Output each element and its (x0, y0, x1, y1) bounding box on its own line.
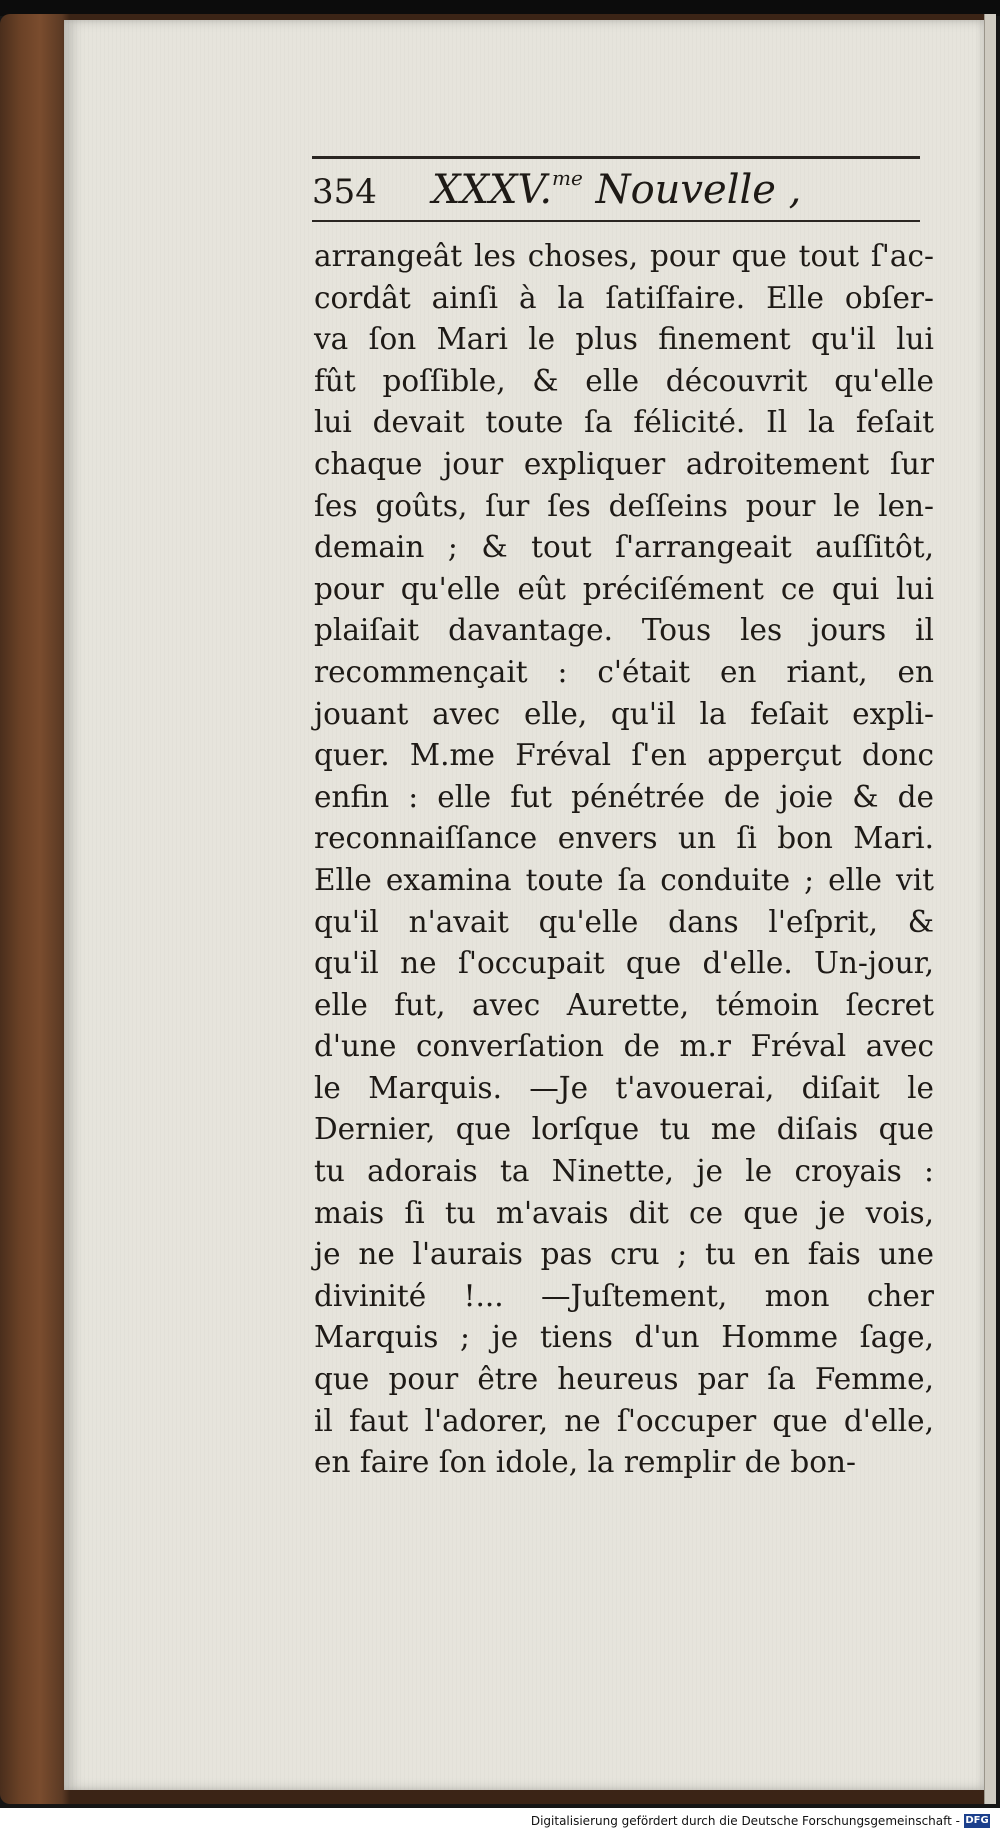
text-line: quer. M.me Fréval ſ'en apperçut donc (314, 738, 934, 773)
chapter-title (432, 166, 801, 213)
chapter-title-main: XXXV. (432, 167, 553, 213)
text-line: demain ; & tout ſ'arrangeait auſſitôt, (314, 530, 934, 565)
text-line: plaiſait davantage. Tous les jours il (314, 613, 934, 648)
page-edge (984, 14, 996, 1804)
text-line: Marquis ; je tiens d'un Homme ſage, (314, 1320, 934, 1355)
text-line: cordât ainſi à la ſatiſfaire. Elle obſer- (314, 280, 934, 315)
text-line: que pour être heureus par ſa Femme, (314, 1362, 934, 1397)
header-rule-top (312, 156, 920, 159)
text-line: mais ſi tu m'avais dit ce que je vois, (314, 1195, 934, 1230)
text-line: recommençait : c'était en riant, en (314, 654, 934, 689)
text-line: lui devait toute ſa félicité. Il la feſait (314, 405, 934, 440)
text-line: reconnaiſſance envers un ſi bon Mari. (314, 821, 934, 856)
running-head (312, 166, 920, 218)
text-line: fût poſſible, & elle découvrit qu'elle (314, 363, 934, 398)
text-line: il faut l'adorer, ne ſ'occuper que d'elle, (314, 1403, 934, 1438)
text-line: Dernier, que lorſque tu me diſais que (314, 1112, 934, 1147)
text-line: jouant avec elle, qu'il la feſait expli- (314, 696, 934, 731)
text-line: va ſon Mari le plus finement qu'il lui (314, 322, 934, 357)
text-line: je ne l'aurais pas cru ; tu en fais une (314, 1237, 934, 1272)
text-line: elle fut, avec Aurette, témoin ſecret (314, 987, 934, 1022)
text-line: chaque jour expliquer adroitement ſur (314, 446, 934, 481)
text-line: d'une converſation de m.r Fréval avec (314, 1029, 934, 1064)
text-line: qu'il n'avait qu'elle dans l'eſprit, & (314, 904, 934, 939)
text-line: tu adorais ta Ninette, je le croyais : (314, 1154, 934, 1189)
body-text (314, 236, 934, 1484)
chapter-title-rest: Nouvelle , (595, 167, 802, 213)
text-line: pour qu'elle eût préciſément ce qui lui (314, 571, 934, 606)
page-number: 354 (312, 172, 377, 212)
chapter-title-superscript: me (552, 166, 583, 190)
digitization-footer (0, 1808, 1000, 1835)
text-line: enfin : elle fut pénétrée de joie & de (314, 779, 934, 814)
funding-credit: Digitalisierung gefördert durch die Deutsche Forschungsgemeinschaft - (530, 1814, 960, 1828)
text-line: en faire ſon idole, la remplir de bon- (314, 1445, 856, 1480)
text-line: divinité !... —Juſtement, mon cher (314, 1278, 934, 1313)
dfg-logo-icon: DFG (965, 1815, 989, 1826)
header-rule-bottom (312, 220, 920, 222)
text-line: le Marquis. —Je t'avouerai, diſait le (314, 1070, 934, 1105)
text-line: ſes goûts, ſur ſes deſſeins pour le len- (314, 488, 934, 523)
text-line: arrangeât les choses, pour que tout ſ'ac- (314, 239, 934, 273)
text-line: qu'il ne ſ'occupait que d'elle. Un-jour, (314, 946, 934, 981)
text-line: Elle examina toute ſa conduite ; elle vit (314, 862, 934, 897)
